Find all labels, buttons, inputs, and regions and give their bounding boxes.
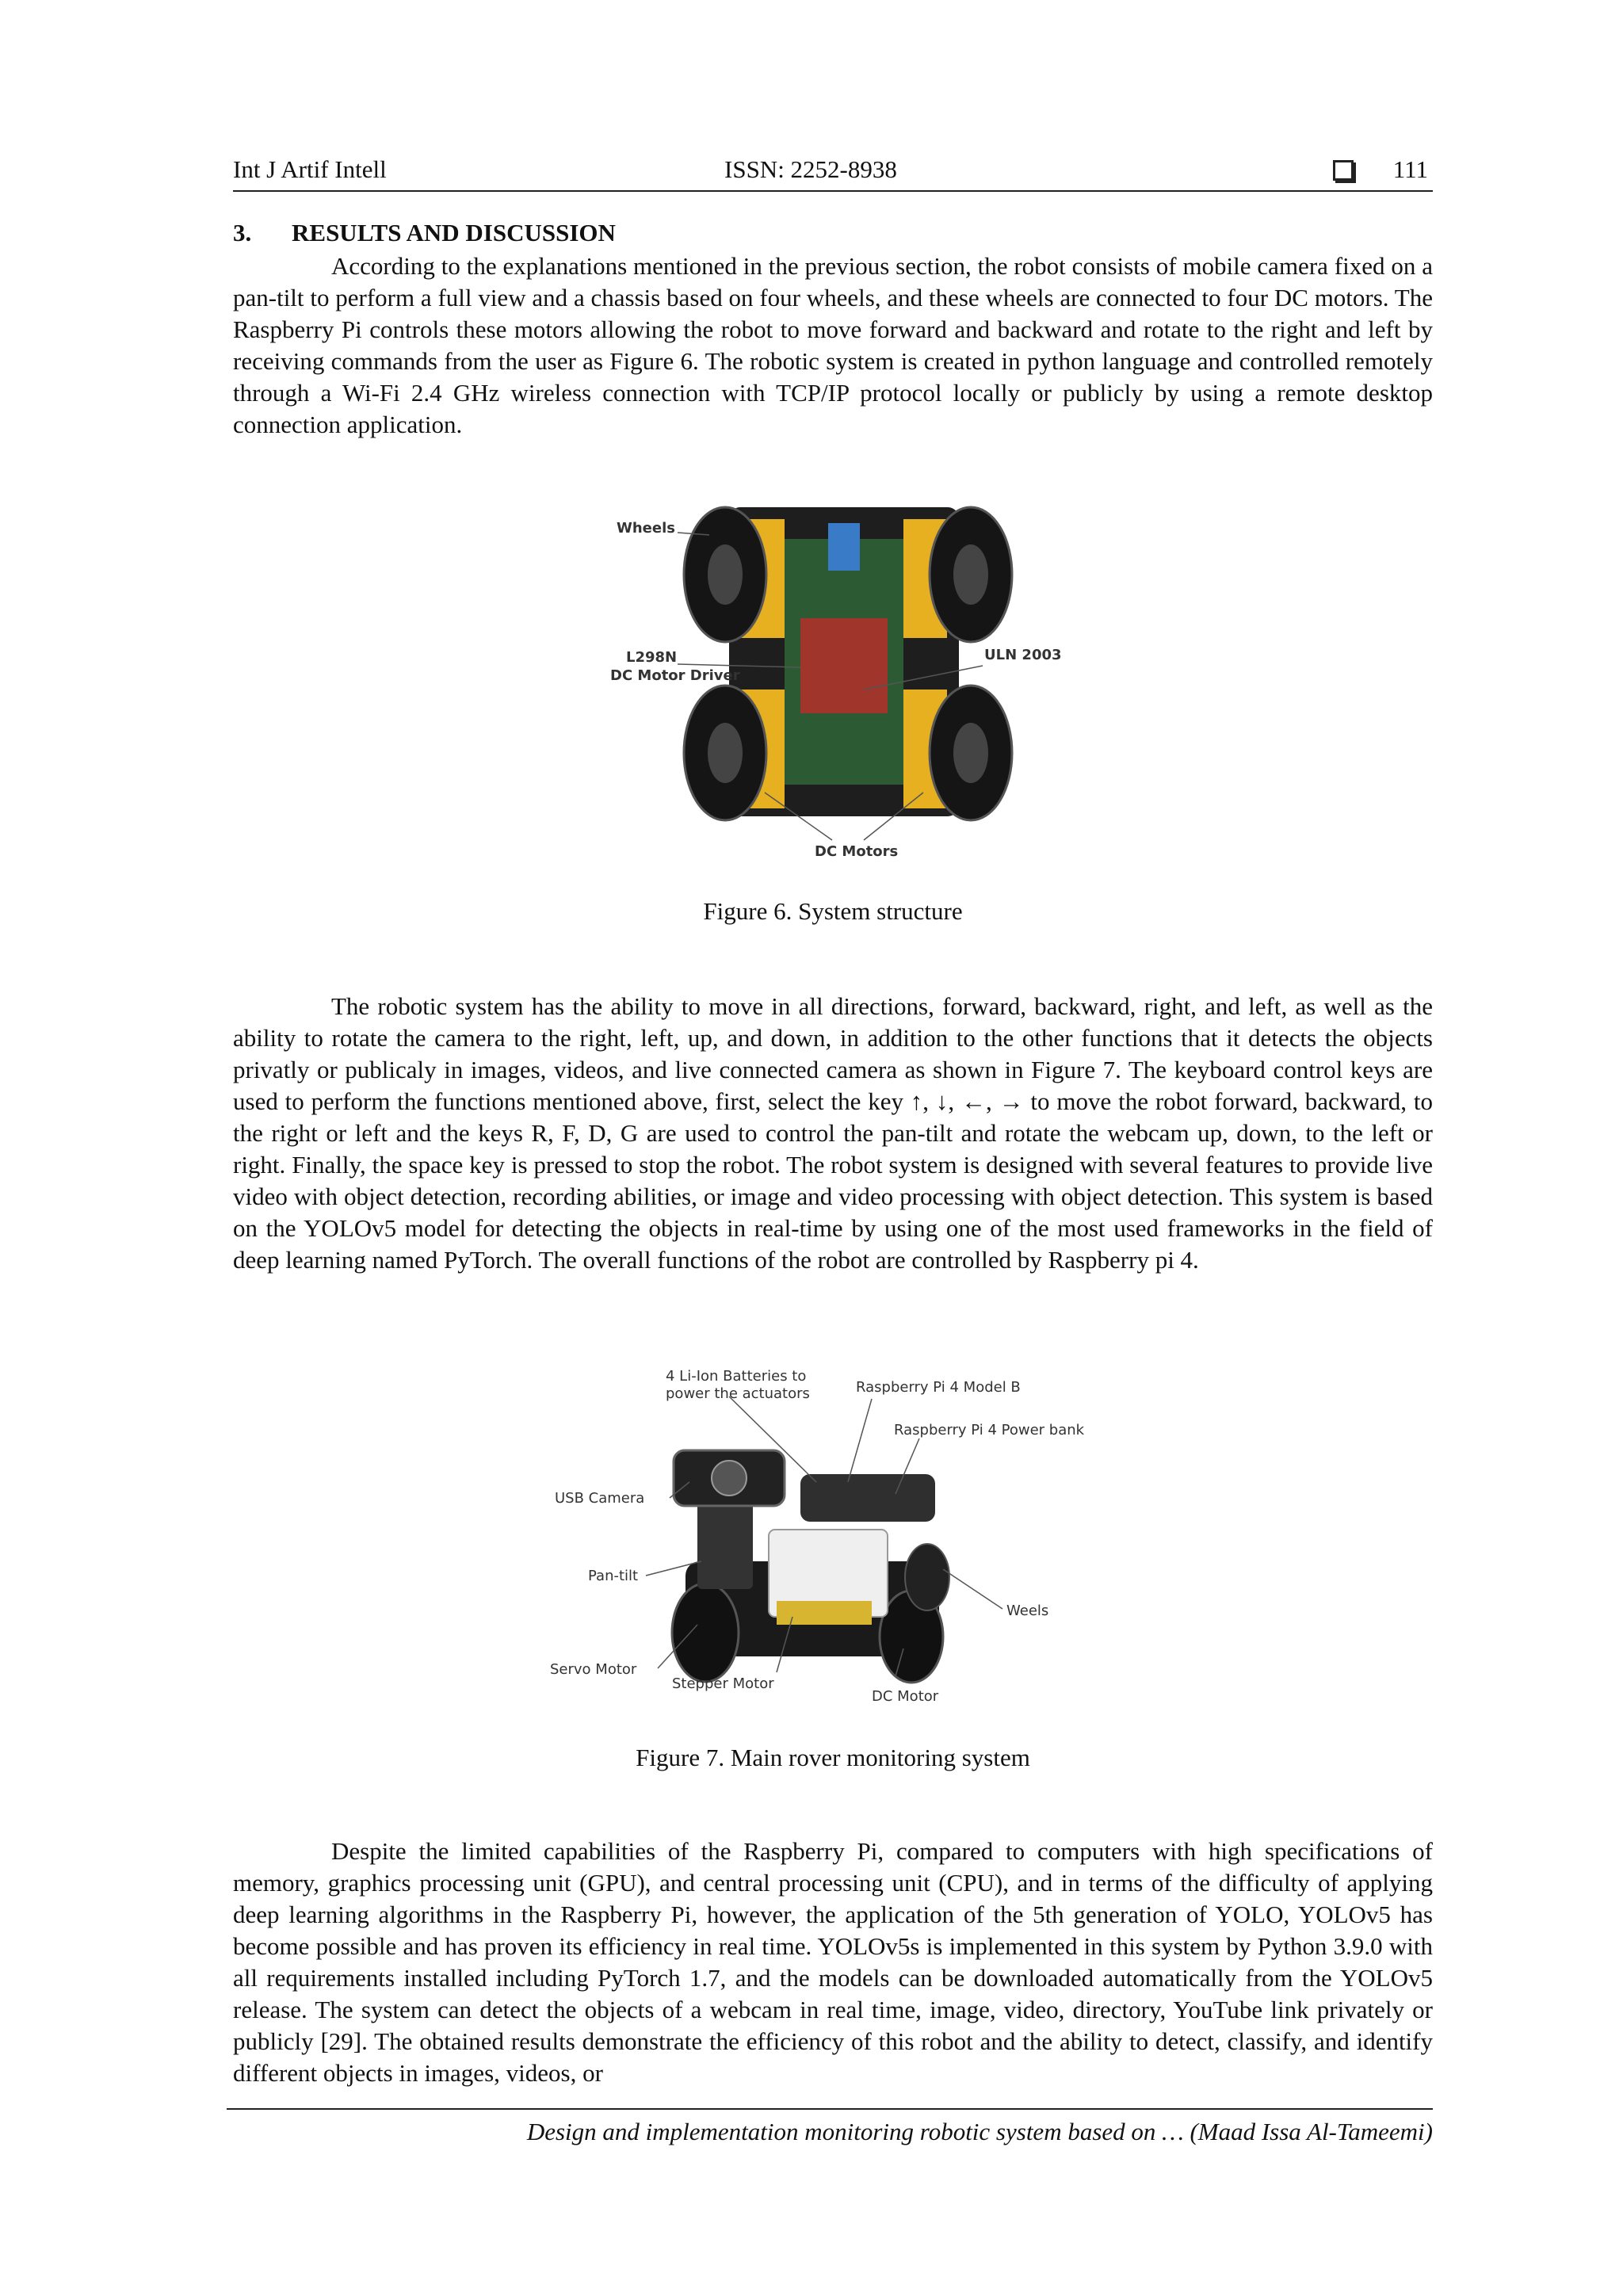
- label-pan-tilt: Pan-tilt: [588, 1568, 639, 1584]
- hub-tl: [708, 544, 743, 605]
- label-batteries-line2: power the actuators: [666, 1385, 810, 1402]
- module-shape: [828, 523, 860, 571]
- rover-wheel-rear: [905, 1544, 949, 1610]
- page-number: 111: [1392, 155, 1428, 183]
- label-dc-motors: DC Motors: [815, 843, 899, 860]
- label-weels: Weels: [1006, 1603, 1049, 1619]
- figure-7-image: [539, 1363, 1141, 1720]
- label-motor-driver: DC Motor Driver: [610, 667, 740, 684]
- power-bank-shape: [800, 1474, 935, 1522]
- label-usb-camera: USB Camera: [555, 1490, 645, 1507]
- running-footer: Design and implementation monitoring robotic system based on … (Maad Issa Al-Tameemi): [227, 2108, 1433, 2146]
- label-stepper-motor: Stepper Motor: [672, 1675, 774, 1692]
- hub-tr: [953, 544, 988, 605]
- label-l298n: L298N: [626, 649, 678, 666]
- camera-lens-shape: [712, 1461, 747, 1496]
- paragraph-1: According to the explanations mentioned in the previous section, the robot consists of mobile camera fixed on a pan-tilt to perform a full view and a chassis based on four wheels, and these wheels are connected to four DC motors. The Raspberry Pi controls these motors allowing the robot to move forward and backward and rotate to the right and left by receiving commands from the user as Figure 6. The robotic system is created in python language and controlled remotely through a Wi-Fi 2.4 GHz wireless connection with TCP/IP protocol locally or publicly by using a remote desktop connection application.: [233, 252, 1433, 438]
- pan-tilt-shape: [697, 1494, 753, 1589]
- label-dc-motor: DC Motor: [872, 1688, 939, 1705]
- paragraph-2: The robotic system has the ability to move in all directions, forward, backward, right, and left, as well as the ability to rotate the camera to the right, left, up, and down, in addition to the other functions that it detects the objects privatly or publicaly in images, videos, and live connected camera as shown in Figure 7. The keyboard control keys are used to perform the functions mentioned above, first, select the key ↑, ↓, ←, → to move the robot forward, backward, to the right or left and the keys R, F, D, G are used to control the pan-tilt and rotate the webcam up, down, to the left or right. Finally, the space key is pressed to stop the robot. The robot system is designed with several features to provide live video with object detection, recording abilities, or image and video processing with object detection. This system is based on the YOLOv5 model for detecting the objects in real-time by using one of the most used frameworks in the field of deep learning named PyTorch. The overall functions of the robot are controlled by Raspberry pi 4.: [233, 992, 1433, 1274]
- checkbox-square-icon: [1333, 160, 1354, 181]
- section-title: RESULTS AND DISCUSSION: [292, 219, 616, 246]
- label-servo-motor: Servo Motor: [550, 1661, 637, 1678]
- label-wheels: Wheels: [617, 520, 675, 537]
- paragraph-3: Despite the limited capabilities of the Raspberry Pi, compared to computers with high specifications of memory, graphics processing unit (GPU), and central processing unit (CPU), and in terms of the difficulty of applying deep learning algorithms in the Raspberry Pi, however, the application of the 5th generation of YOLO, YOLOv5 has become possible and has proven its efficiency in real time. YOLOv5s is implemented in this system by Python 3.9.0 with all requirements installed including PyTorch 1.7, and the models can be downloaded automatically from the YOLOv5 release. The system can detect the objects of a webcam in real time, image, video, directory, YouTube link privately or publicly [29]. The obtained results demonstrate the efficiency of this robot and the ability to detect, classify, and identify different objects in images, videos, or: [233, 1837, 1433, 2087]
- journal-name: Int J Artif Intell: [233, 155, 387, 183]
- label-power-bank: Raspberry Pi 4 Power bank: [894, 1422, 1085, 1438]
- motor-driver-shape: [800, 618, 888, 713]
- hub-bl: [708, 723, 743, 783]
- figure-6-image: [602, 491, 1094, 872]
- running-header: [233, 152, 1433, 192]
- label-batteries-line1: 4 Li-Ion Batteries to: [666, 1368, 807, 1385]
- hub-br: [953, 723, 988, 783]
- figure-6-caption: Figure 6. System structure: [703, 897, 963, 925]
- issn: ISSN: 2252-8938: [724, 155, 897, 183]
- label-uln2003: ULN 2003: [984, 647, 1062, 663]
- section-number: 3.: [233, 219, 252, 246]
- label-raspberry-pi: Raspberry Pi 4 Model B: [856, 1379, 1021, 1396]
- figure-7-caption: Figure 7. Main rover monitoring system: [636, 1744, 1030, 1771]
- section-heading: [233, 219, 616, 247]
- rover-wheel-front-left: [672, 1584, 739, 1682]
